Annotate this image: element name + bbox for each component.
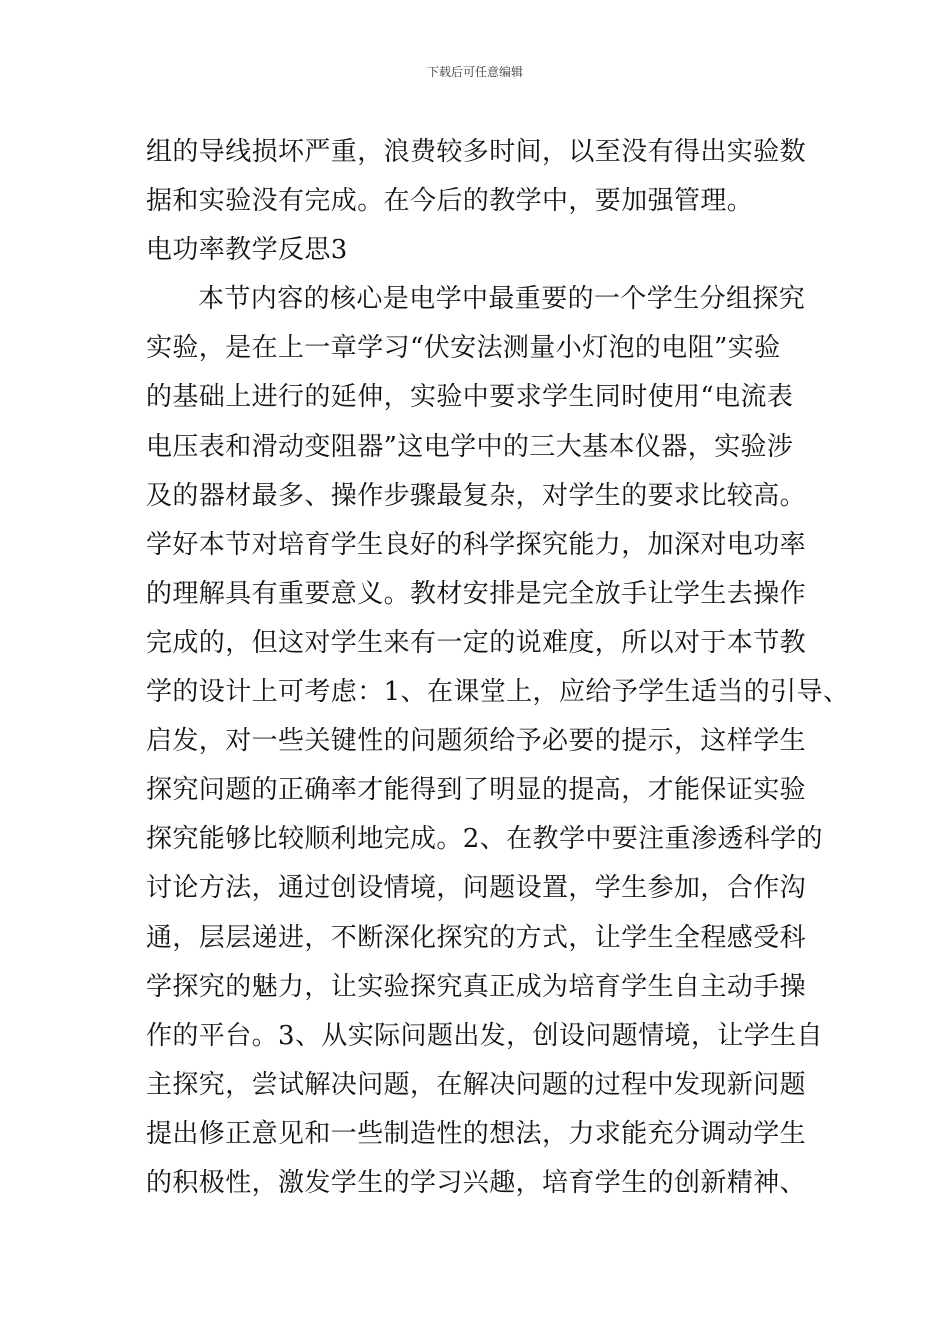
text-line: 电压表和滑动变阻器”这电学中的三大基本仪器，实验涉 bbox=[146, 431, 794, 462]
text-line: 学的设计上可考虑：1、在课堂上，应给予学生适当的引导、 bbox=[146, 677, 850, 708]
text-line: 启发，对一些关键性的问题须给予必要的提示，这样学生 bbox=[146, 726, 807, 757]
text-line: 的理解具有重要意义。教材安排是完全放手让学生去操作 bbox=[146, 578, 807, 609]
text-line: 组的导线损坏严重，浪费较多时间，以至没有得出实验数 bbox=[146, 137, 807, 167]
document-body bbox=[146, 128, 850, 1208]
text-line: 据和实验没有完成。在今后的教学中，要加强管理。 bbox=[146, 186, 754, 217]
text-line: 完成的，但这对学生来有一定的说难度，所以对于本节教 bbox=[146, 627, 807, 658]
text-line: 探究能够比较顺利地完成。2、在教学中要注重渗透科学的 bbox=[146, 824, 823, 855]
text-line: 学好本节对培育学生良好的科学探究能力，加深对电功率 bbox=[146, 529, 807, 560]
text-line: 作的平台。3、从实际问题出发，创设问题情境，让学生自 bbox=[146, 1020, 823, 1051]
page-header: 下载后可任意编辑 bbox=[426, 65, 523, 79]
text-line: 学探究的魅力，让实验探究真正成为培育学生自主动手操 bbox=[146, 971, 807, 1002]
text-line: 提出修正意见和一些制造性的想法，力求能充分调动学生 bbox=[146, 1118, 807, 1149]
text-line: 讨论方法，通过创设情境，问题设置，学生参加，合作沟 bbox=[146, 873, 807, 904]
paragraph-first-line: 本节内容的核心是电学中最重要的一个学生分组探究 bbox=[198, 284, 806, 315]
text-line: 实验，是在上一章学习“伏安法测量小灯泡的电阻”实验 bbox=[146, 333, 781, 364]
text-line: 通，层层递进，不断深化探究的方式，让学生全程感受科 bbox=[146, 922, 807, 953]
text-line: 主探究，尝试解决问题，在解决问题的过程中发现新问题 bbox=[146, 1069, 807, 1100]
section-heading: 电功率教学反思3 bbox=[146, 235, 348, 266]
text-line: 及的器材最多、操作步骤最复杂，对学生的要求比较高。 bbox=[146, 480, 807, 511]
text-line: 的基础上进行的延伸，实验中要求学生同时使用“电流表 bbox=[146, 382, 794, 413]
text-line: 的积极性，激发学生的学习兴趣，培育学生的创新精神、 bbox=[146, 1167, 807, 1198]
text-line: 探究问题的正确率才能得到了明显的提高，才能保证实验 bbox=[146, 775, 807, 806]
